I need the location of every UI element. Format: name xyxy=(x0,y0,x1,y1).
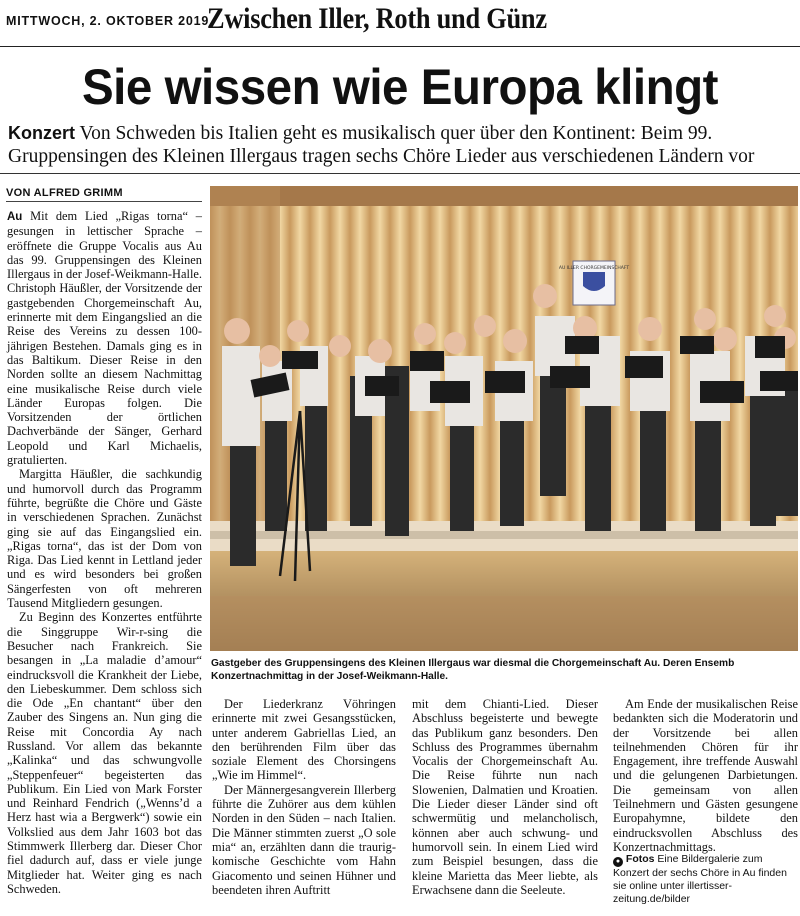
choir-photo xyxy=(210,186,798,651)
paragraph: Zu Beginn des Konzertes entführte die Singgruppe Wir-r-sing die Besucher nach Frankreich. Sie besangen in „La maladie d’amour“ eindrucksvoll die Krankheit der Liebe, den Liebeskummer. Dem schloss sich die Ode „En chantant“ über den Zauber des Singens an. Nun ging die Reise mit Concordia Ay nach Russland. Vor allem das bekannte „Kalinka“ und das schwungvolle „Steppenfeuer“ begeisterten das Publikum. Ein Lied von Mark Forster und Reinhard Fendrich („Wenns’d a Herz hast wia a Bergwerk“) sowie ein Volkslied aus dem Jahr 1603 bot das Stimmwerk Illerberg dar. Dieser Chor fiel dadurch auf, dass er viele junge Mitglieder hat. Weiter ging es nach Schweden. xyxy=(7,610,202,896)
photo-caption: Gastgeber des Gruppensingens des Kleinen Illergaus war diesmal die Chorgemeinschaft Au. Deren Ensemb Konzertnachmittag in der Josef-Weikmann-Halle. xyxy=(211,658,735,682)
paragraph xyxy=(7,209,202,467)
dateline: Au xyxy=(7,211,23,223)
paragraph: Margitta Häußler, die sachkundig und humorvoll durch das Programm führte, begrüßte die Chöre und Gäste in verschiedenen Sprachen. Zunächst ging sie auf das Eingangslied ein. „Rigas torna“, das ist der Dom von Riga. Das Lied kennt in Lettland jeder und es wird besonders bei großen Sängerfesten von oft mehreren Tausend Mitgliedern gesungen. xyxy=(7,467,202,611)
header-rule xyxy=(0,46,800,47)
paragraph: mit dem Chianti-Lied. Dieser Abschluss begeisterte und bewegte das Publikum ganz besonders. Den Schluss des Programmes übernahm Vocalis der Chorgemeinschaft Au. Die Reise führte nun nach Slowenien, Dalmatien und Kroatien. Die Lieder dieser Länder sind oft schwermütig und melancholisch, können aber auch schwung- und humorvoll sein. In einem Lied wird zum Beispiel besungen, dass die kleine Marietta das Meer liebte, als Erwachsene dann die Seeleute. xyxy=(412,697,598,897)
paragraph: Am Ende der musikalischen Reise bedankten sich die Moderatorin und der Vorsitzende bei allen teilnehmenden Chören für ihr Engagement, ihre treffende Auswahl und die gelungenen Darbietungen. Die gemeinsam von allen Teilnehmern und Gästen gesungene Europahymne, bildete den eindrucksvollen Abschluss des Konzertnachmittags. xyxy=(613,697,798,854)
author-byline: VON ALFRED GRIMM xyxy=(6,187,123,199)
column-4 xyxy=(613,697,798,854)
column-3 xyxy=(412,697,598,897)
photo-gallery-note xyxy=(613,853,798,905)
issue-date: MITTWOCH, 2. OKTOBER 2019 xyxy=(6,14,210,28)
paragraph: Der Liederkranz Vöhringen erinnerte mit zwei Gesangsstücken, unter anderem Gabriellas Lied, an den berührenden Film über das soziale Element des Chorsingens „Wie im Himmel“. xyxy=(212,697,396,783)
column-1 xyxy=(7,209,202,896)
fotos-text: Eine Bildergalerie zum Konzert der sechs Chöre in Au finden sie online unter illertisser-zeitung.de/bilder xyxy=(613,853,787,905)
deck-text: Von Schweden bis Italien geht es musikalisch quer über den Kontinent: Beim 99. Gruppensingen des Kleinen Illergaus tragen sechs Chöre Lieder aus verschiedenen Ländern vor xyxy=(8,123,755,167)
deck-rule xyxy=(0,173,800,174)
deck xyxy=(8,122,798,168)
choir-photo-image xyxy=(210,186,798,651)
banner-text: AU ILLER CHORGEMEINSCHAFT xyxy=(558,266,630,271)
byline-rule xyxy=(6,201,202,202)
paragraph-text: Mit dem Lied „Rigas torna“ – gesungen in lettischer Sprache – eröffnete die Gruppe Vocalis aus Au das 99. Gruppensingen des Kleinen Illergaus in der Josef-Weikmann-Halle. Christoph Häußler, der Vorsitzende der gastgebenden Chorgemeinschaft Au, erinnerte mit dem Eingangslied an die Reise des Vereins zu dessen 100-jährigen Bestehen. Damals ging es in das Baltikum. Dieser Reise in den Norden sollte an diesem Nachmittag eine musikalische Reise durch viele Länder Europas folgen. Die Vorsitzenden der örtlichen Dachverbände der Sänger, Gerhard Leopold und Karl Michaelis, gratulierten. xyxy=(7,209,202,468)
column-2 xyxy=(212,697,396,897)
headline: Sie wissen wie Europa klingt xyxy=(81,59,719,115)
camera-icon: ● xyxy=(613,857,623,867)
deck-kicker: Konzert xyxy=(8,123,75,143)
paragraph: Der Männergesangverein Illerberg führte die Zuhörer aus dem kühlen Norden in den Süden – nach Italien. Die Männer stimmten zuerst „O sole mia“ an, erzählten dann die traurig-komische Geschichte vom Hahn Giacomento und seinen Hühner und beendeten ihren Auftritt xyxy=(212,782,396,897)
section-title: Zwischen Iller, Roth und Günz xyxy=(207,2,547,35)
fotos-label: Fotos xyxy=(625,853,655,865)
